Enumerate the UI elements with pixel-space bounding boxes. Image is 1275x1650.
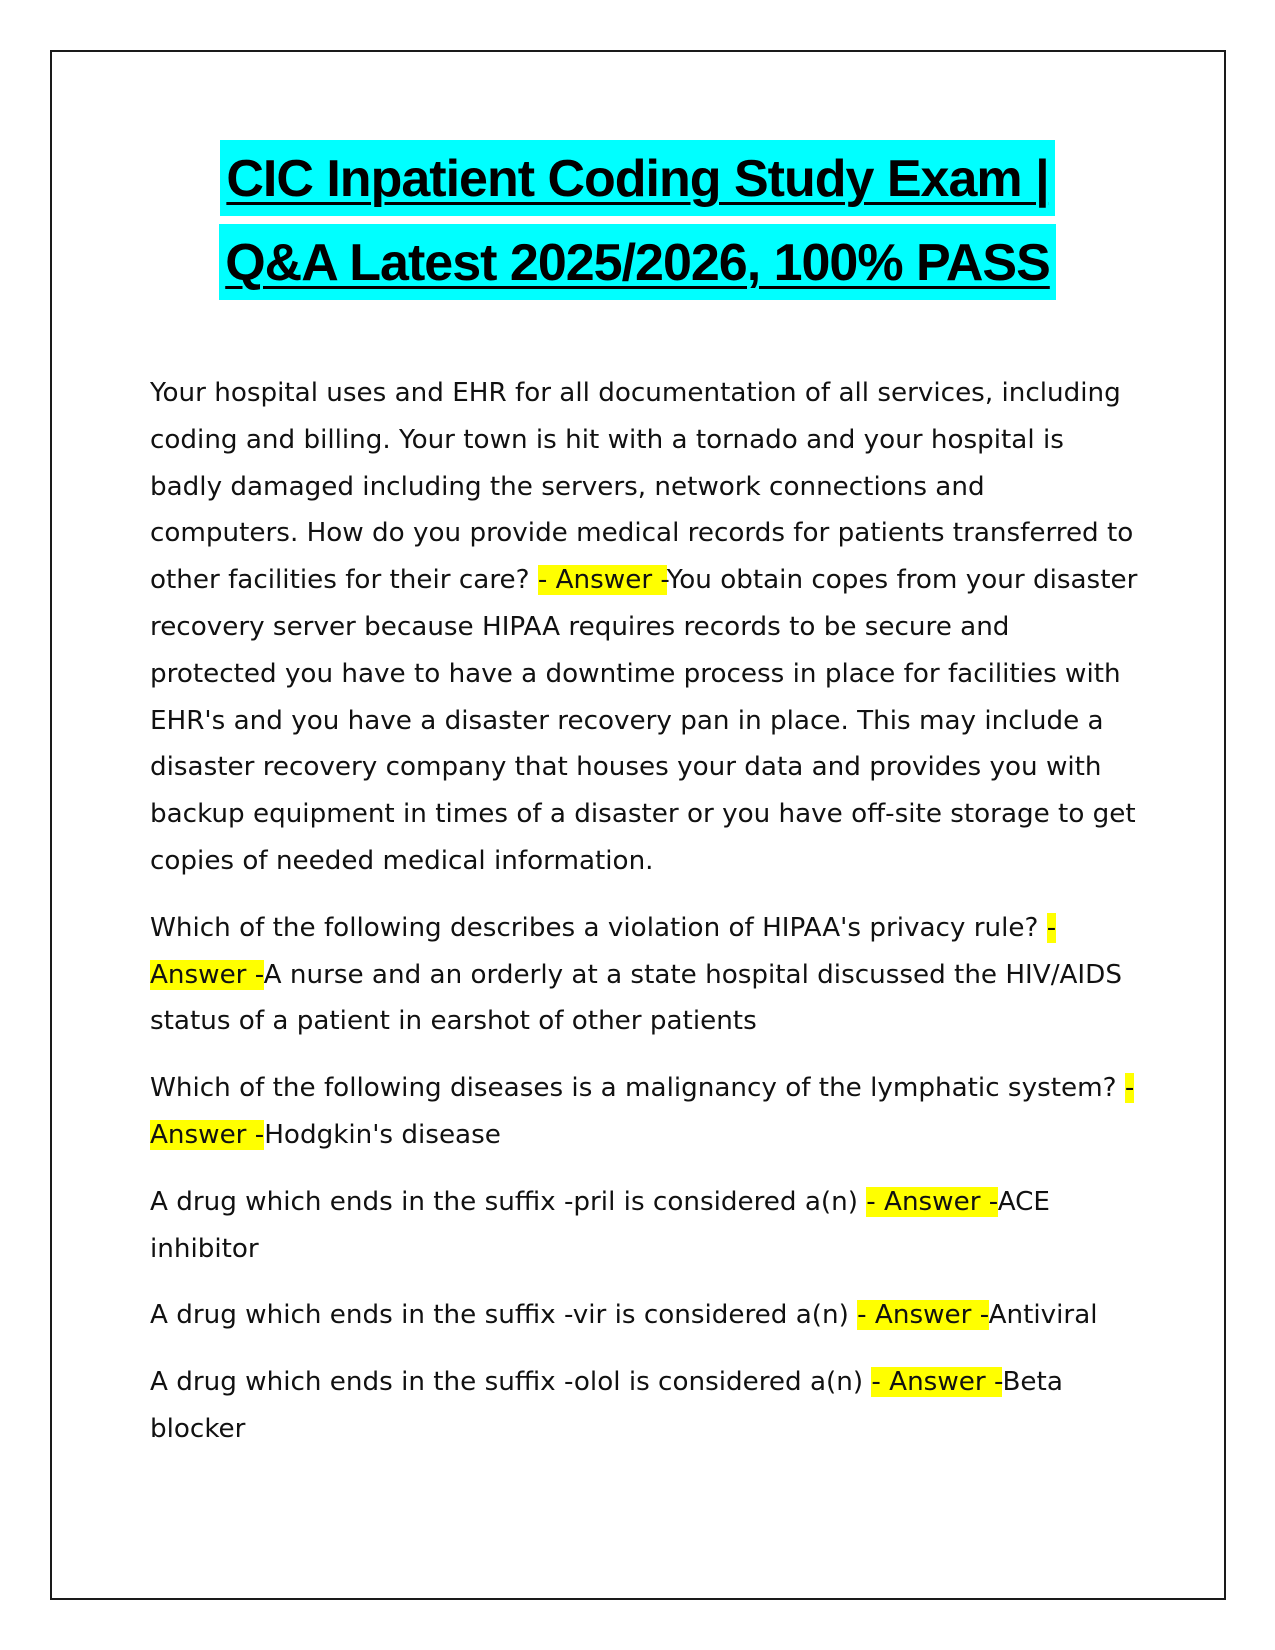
qa-item xyxy=(150,1179,1140,1273)
qa-item xyxy=(150,1359,1140,1453)
qa-item xyxy=(150,1065,1140,1159)
answer-text: A nurse and an orderly at a state hospital discussed the HIV/AIDS status of a patient in earshot of other patients xyxy=(150,959,1122,1037)
answer-marker: - Answer - xyxy=(857,1300,989,1331)
answer-text: ACE inhibitor xyxy=(150,1186,1050,1264)
title-line-2: Q&A Latest 2025/2026, 100% PASS xyxy=(219,224,1056,300)
answer-text: You obtain copes from your disaster recovery server because HIPAA requires records to be secure and protected you have to have a downtime process in place for facilities with EHR's and you have a disaster recovery pan in place. This may include a disaster recovery company that houses your data and provides you with backup equipment in times of a disaster or you have off-site storage to get copies of needed medical information. xyxy=(150,565,1138,876)
qa-list xyxy=(150,370,1140,1473)
question-text: Which of the following diseases is a malignancy of the lymphatic system? xyxy=(150,1073,1117,1104)
answer-marker: - Answer - xyxy=(871,1367,1003,1398)
answer-marker: - Answer - xyxy=(150,1073,1135,1150)
document-title xyxy=(0,140,1275,308)
answer-text: Antiviral xyxy=(988,1300,1098,1331)
title-line-1: CIC Inpatient Coding Study Exam | xyxy=(220,140,1054,216)
answer-text: Hodgkin's disease xyxy=(264,1119,501,1150)
answer-marker: - Answer - xyxy=(866,1186,998,1217)
qa-item xyxy=(150,1292,1140,1339)
question-text: A drug which ends in the suffix -pril is considered a(n) xyxy=(150,1186,858,1217)
question-text: Your hospital uses and EHR for all documentation of all services, including coding and billing. Your town is hit with a tornado and your hospital is badly damaged including the servers, network connections and computers. How do you provide medical records for patients transferred to other facilities for their care? xyxy=(150,378,1134,596)
answer-marker: - Answer - xyxy=(150,912,1057,990)
question-text: Which of the following describes a violation of HIPAA's privacy rule? xyxy=(150,912,1039,943)
answer-text: Beta blocker xyxy=(150,1367,1063,1444)
question-text: A drug which ends in the suffix -olol is considered a(n) xyxy=(150,1367,864,1398)
qa-item xyxy=(150,370,1140,885)
question-text: A drug which ends in the suffix -vir is considered a(n) xyxy=(150,1300,849,1331)
qa-item xyxy=(150,905,1140,1045)
answer-marker: - Answer - xyxy=(537,565,667,596)
